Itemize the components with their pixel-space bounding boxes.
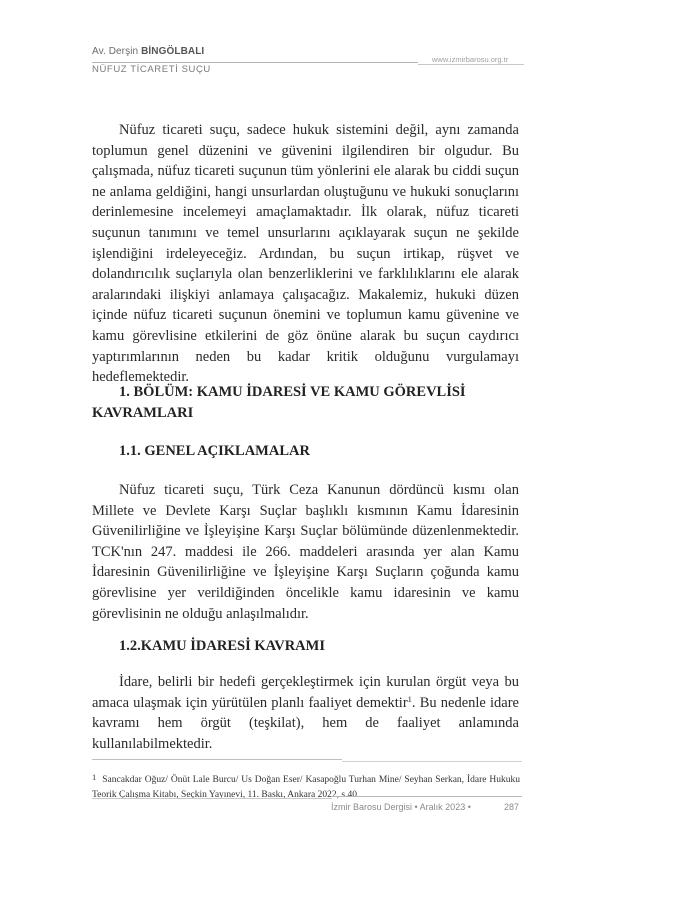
footer-rule-right xyxy=(332,796,522,797)
header-rule xyxy=(92,62,418,63)
subsection-2-paragraph xyxy=(92,672,519,754)
footnote-rule xyxy=(92,759,342,760)
author-surname: BİNGÖLBALI xyxy=(141,46,205,57)
header-url[interactable]: www.izmirbarosu.org.tr xyxy=(432,55,509,64)
running-title: NÜFUZ TİCARETİ SUÇU xyxy=(92,64,211,75)
footer-rule xyxy=(92,798,332,799)
journal-footer: İzmir Barosu Dergisi • Aralık 2023 • xyxy=(331,802,471,812)
subsection-1-paragraph: Nüfuz ticareti suçu, Türk Ceza Kanunun dördüncü kısmı olan Millete ve Devlete Karşı Suçlar başlıklı kısmının Kamu İdaresinin Güvenilirliğine ve İşleyişine Karşı Suçlar bölümünde düzenlenmektedir. TCK'nın 247. maddesi ile 266. maddeleri arasında yer alan Kamu İdaresinin Güvenilirliğine ve İşleyişine Karşı Suçların çoğunda kamu görevlisine yer verildiğinden öncelikle kamu idaresinin ve kamu görevlisinin ne olduğu anlaşılmalıdır. xyxy=(92,482,519,622)
intro-paragraph: Nüfuz ticareti suçu, sadece hukuk sistemini değil, aynı zamanda toplumun genel düzenini ve güvenini ilgilendiren bir olgudur. Bu çalışmada, nüfuz ticareti suçunun tüm yönlerini ele alarak bu ciddi suçun ne anlama geldiğini, hangi unsurlardan oluştuğunu ve hukuki sonuçlarını derinlemesine incelemeyi amaçlamaktadır. İlk olarak, nüfuz ticareti suçunun tanımını ve temel unsurlarını açıklayarak suçun ne şekilde işlendiğini irdeleyeceğiz. Ardından, bu suçun irtikap, rüşvet ve dolandırıcılık suçlarıyla olan benzerliklerini ve farklılıklarını ele alarak aralarındaki ilişkiyi anlamaya çalışacağız. Makalemiz, hukuki düzen içinde nüfuz ticareti suçunun önemini ve toplumun kamu güvenine ve kamu görevlisine etkilerini de göz önüne alarak bu suçun caydırıcı yaptırımlarının neden bu kadar kritik olduğunu vurgulamayı hedeflemektedir. xyxy=(92,122,519,386)
article-author xyxy=(92,46,204,57)
footnote-number: 1 xyxy=(92,772,97,782)
footnote-text: Sancakdar Oğuz/ Önüt Lale Burcu/ Us Doğan Eser/ Kasapoğlu Turhan Mine/ Seyhan Serkan, İdare Hukuku Teorik Çalışma Kitabı, Seçkin Yayınevi, 11. Baskı, Ankara 2022, s.40. xyxy=(92,775,520,800)
author-prefix: Av. Derşin xyxy=(92,46,139,57)
page-number: 287 xyxy=(504,802,520,812)
footnote-reference[interactable]: 1 xyxy=(407,693,412,704)
subsection-2-text-cont: . Bu nedenle idare kavramı hem örgüt (teşkilat), hem de faaliyet anlamında kullanılabilmektedir. xyxy=(92,694,519,752)
subsection-heading-2: 1.2.KAMU İDARESİ KAVRAMI xyxy=(119,638,325,654)
subsection-2-text: İdare, belirli bir hedefi gerçekleştirmek için kurulan örgüt veya bu amaca ulaşmak için yürütülen planlı faaliyet demektir xyxy=(92,674,519,711)
section-heading: 1. BÖLÜM: KAMU İDARESİ VE KAMU GÖREVLİSİ KAVRAMLARI xyxy=(92,384,466,421)
header-rule-right xyxy=(418,64,524,65)
subsection-heading-1: 1.1. GENEL AÇIKLAMALAR xyxy=(119,443,310,459)
footnote-rule-right xyxy=(342,761,522,762)
